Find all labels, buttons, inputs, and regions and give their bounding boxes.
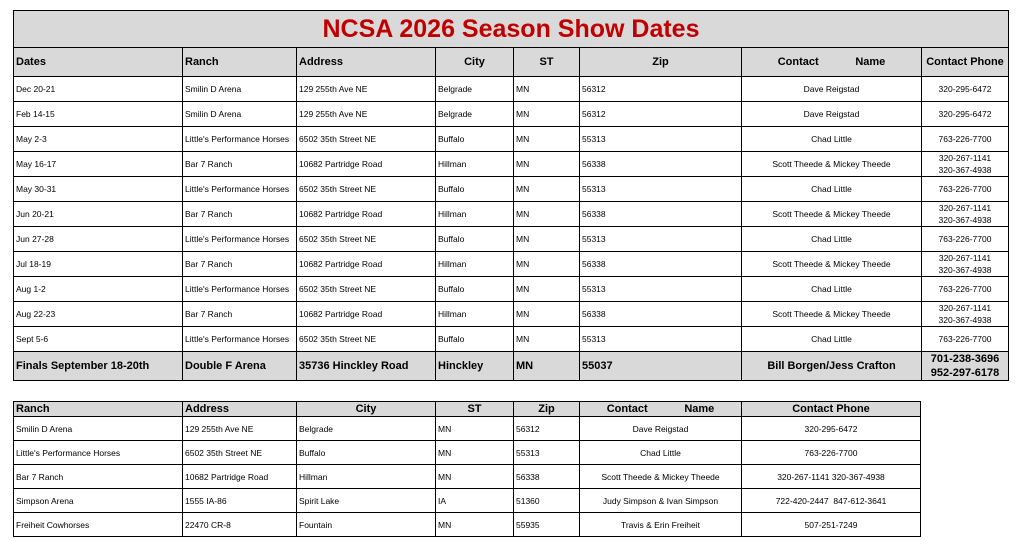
cell-address: 6502 35th Street NE <box>297 277 436 302</box>
cell-city: Buffalo <box>436 227 514 252</box>
phone-secondary: 952-297-6178 <box>930 367 1000 379</box>
col-header-zip: Zip <box>514 402 580 417</box>
col-header-dates: Dates <box>14 48 183 77</box>
cell-contact: Scott Theede & Mickey Theede <box>742 302 922 327</box>
cell-phone: 320-267-1141 320-367-4938 <box>742 465 921 489</box>
cell-dates: Jul 18-19 <box>14 252 183 277</box>
cell-st: MN <box>514 302 580 327</box>
cell-ranch: Little's Performance Horses <box>183 177 297 202</box>
phone-primary: 320-267-1141 <box>938 253 992 263</box>
cell-contact: Chad Little <box>742 177 922 202</box>
phone-primary: 701-238-3696 <box>930 353 1000 365</box>
phone-primary: 763-226-7700 <box>938 134 992 144</box>
phone-primary: 763-226-7700 <box>938 234 992 244</box>
cell-phone <box>922 77 1009 102</box>
cell-st: MN <box>514 177 580 202</box>
cell-dates: Aug 22-23 <box>14 302 183 327</box>
cell-st: MN <box>514 127 580 152</box>
table-row <box>14 277 1009 302</box>
cell-city: Hinckley <box>436 352 514 381</box>
cell-phone <box>922 177 1009 202</box>
cell-dates: Sept 5-6 <box>14 327 183 352</box>
ranch-directory-table <box>13 401 921 537</box>
cell-phone <box>922 252 1009 277</box>
cell-st: MN <box>436 441 514 465</box>
cell-st: MN <box>514 202 580 227</box>
cell-st: MN <box>514 277 580 302</box>
cell-dates: May 2-3 <box>14 127 183 152</box>
cell-address: 10682 Partridge Road <box>297 202 436 227</box>
col-header-st: ST <box>514 48 580 77</box>
cell-zip: 56312 <box>580 102 742 127</box>
phone-secondary: 320-367-4938 <box>938 165 992 175</box>
directory-header-row <box>14 402 921 417</box>
cell-address: 6502 35th Street NE <box>297 227 436 252</box>
cell-address: 129 255th Ave NE <box>183 417 297 441</box>
cell-contact: Chad Little <box>742 127 922 152</box>
cell-ranch: Smilin D Arena <box>14 417 183 441</box>
cell-contact: Chad Little <box>742 327 922 352</box>
cell-st: MN <box>436 417 514 441</box>
cell-phone <box>922 352 1009 381</box>
cell-city: Belgrade <box>436 102 514 127</box>
cell-zip: 56338 <box>580 302 742 327</box>
cell-contact: Chad Little <box>742 277 922 302</box>
col-header-ranch: Ranch <box>14 402 183 417</box>
table-row <box>14 252 1009 277</box>
cell-contact: Judy Simpson & Ivan Simpson <box>580 489 742 513</box>
cell-st: MN <box>514 352 580 381</box>
phone-secondary: 320-367-4938 <box>938 215 992 225</box>
cell-zip: 55313 <box>514 441 580 465</box>
cell-contact: Chad Little <box>742 227 922 252</box>
cell-zip: 51360 <box>514 489 580 513</box>
cell-ranch: Little's Performance Horses <box>14 441 183 465</box>
table-row <box>14 102 1009 127</box>
cell-contact: Dave Reigstad <box>742 102 922 127</box>
cell-zip: 56312 <box>514 417 580 441</box>
phone-primary: 320-295-6472 <box>938 84 992 94</box>
cell-address: 1555 IA-86 <box>183 489 297 513</box>
cell-ranch: Little's Performance Horses <box>183 277 297 302</box>
cell-zip: 55313 <box>580 277 742 302</box>
phone-primary: 320-295-6472 <box>938 109 992 119</box>
cell-zip: 55935 <box>514 513 580 537</box>
phone-primary: 763-226-7700 <box>938 284 992 294</box>
cell-zip: 55313 <box>580 127 742 152</box>
cell-dates: Finals September 18-20th <box>14 352 183 381</box>
cell-contact: Dave Reigstad <box>580 417 742 441</box>
page-title: NCSA 2026 Season Show Dates <box>14 11 1009 48</box>
table-row <box>14 465 921 489</box>
cell-zip: 56338 <box>580 152 742 177</box>
col-header-zip: Zip <box>580 48 742 77</box>
phone-secondary: 320-367-4938 <box>938 265 992 275</box>
cell-phone: 763-226-7700 <box>742 441 921 465</box>
table-row <box>14 327 1009 352</box>
col-header-city: City <box>297 402 436 417</box>
phone-primary: 763-226-7700 <box>938 184 992 194</box>
cell-st: MN <box>514 102 580 127</box>
cell-dates: Jun 27-28 <box>14 227 183 252</box>
table-row <box>14 441 921 465</box>
finals-row <box>14 352 1009 381</box>
cell-ranch: Bar 7 Ranch <box>14 465 183 489</box>
phone-primary: 763-226-7700 <box>938 334 992 344</box>
cell-zip: 55037 <box>580 352 742 381</box>
cell-dates: Feb 14-15 <box>14 102 183 127</box>
cell-address: 6502 35th Street NE <box>297 327 436 352</box>
table-row <box>14 77 1009 102</box>
col-header-st: ST <box>436 402 514 417</box>
cell-ranch: Smilin D Arena <box>183 102 297 127</box>
table-row <box>14 177 1009 202</box>
cell-address: 22470 CR-8 <box>183 513 297 537</box>
cell-st: MN <box>514 327 580 352</box>
cell-contact: Scott Theede & Mickey Theede <box>580 465 742 489</box>
cell-city: Fountain <box>297 513 436 537</box>
cell-ranch: Double F Arena <box>183 352 297 381</box>
cell-city: Buffalo <box>436 277 514 302</box>
cell-zip: 56338 <box>514 465 580 489</box>
table-row <box>14 152 1009 177</box>
schedule-header-row <box>14 48 1009 77</box>
cell-city: Hillman <box>436 202 514 227</box>
cell-address: 35736 Hinckley Road <box>297 352 436 381</box>
cell-ranch: Little's Performance Horses <box>183 227 297 252</box>
cell-ranch: Bar 7 Ranch <box>183 252 297 277</box>
cell-dates: May 16-17 <box>14 152 183 177</box>
cell-city: Hillman <box>436 152 514 177</box>
cell-ranch: Simpson Arena <box>14 489 183 513</box>
cell-address: 129 255th Ave NE <box>297 77 436 102</box>
cell-st: MN <box>514 252 580 277</box>
col-header-phone: Contact Phone <box>742 402 921 417</box>
cell-address: 6502 35th Street NE <box>297 177 436 202</box>
cell-zip: 56338 <box>580 252 742 277</box>
cell-address: 6502 35th Street NE <box>297 127 436 152</box>
cell-phone <box>922 277 1009 302</box>
cell-ranch: Bar 7 Ranch <box>183 302 297 327</box>
cell-ranch: Little's Performance Horses <box>183 127 297 152</box>
cell-zip: 55313 <box>580 327 742 352</box>
cell-ranch: Little's Performance Horses <box>183 327 297 352</box>
cell-zip: 55313 <box>580 227 742 252</box>
cell-city: Buffalo <box>436 177 514 202</box>
cell-city: Spirit Lake <box>297 489 436 513</box>
table-row <box>14 302 1009 327</box>
cell-city: Hillman <box>436 302 514 327</box>
col-header-contact: Contact Name <box>742 48 922 77</box>
cell-st: MN <box>436 465 514 489</box>
cell-ranch: Freiheit Cowhorses <box>14 513 183 537</box>
col-header-city: City <box>436 48 514 77</box>
cell-phone: 722-420-2447 847-612-3641 <box>742 489 921 513</box>
cell-st: MN <box>514 77 580 102</box>
schedule-table <box>13 10 1009 381</box>
cell-city: Belgrade <box>297 417 436 441</box>
phone-primary: 320-267-1141 <box>938 203 992 213</box>
cell-contact: Scott Theede & Mickey Theede <box>742 152 922 177</box>
cell-address: 10682 Partridge Road <box>297 252 436 277</box>
col-header-ranch: Ranch <box>183 48 297 77</box>
cell-zip: 56338 <box>580 202 742 227</box>
cell-zip: 56312 <box>580 77 742 102</box>
table-row <box>14 417 921 441</box>
cell-phone <box>922 127 1009 152</box>
cell-phone <box>922 327 1009 352</box>
col-header-contact: Contact Name <box>580 402 742 417</box>
cell-phone <box>922 102 1009 127</box>
cell-dates: Jun 20-21 <box>14 202 183 227</box>
cell-phone <box>922 302 1009 327</box>
cell-city: Hillman <box>436 252 514 277</box>
cell-phone <box>922 227 1009 252</box>
phone-primary: 320-267-1141 <box>938 303 992 313</box>
cell-address: 10682 Partridge Road <box>297 152 436 177</box>
cell-city: Buffalo <box>436 127 514 152</box>
cell-ranch: Smilin D Arena <box>183 77 297 102</box>
cell-city: Buffalo <box>436 327 514 352</box>
cell-city: Belgrade <box>436 77 514 102</box>
cell-phone: 320-295-6472 <box>742 417 921 441</box>
cell-contact: Travis & Erin Freiheit <box>580 513 742 537</box>
cell-st: MN <box>436 513 514 537</box>
cell-st: MN <box>514 227 580 252</box>
cell-dates: Aug 1-2 <box>14 277 183 302</box>
cell-address: 6502 35th Street NE <box>183 441 297 465</box>
cell-phone <box>922 202 1009 227</box>
phone-secondary: 320-367-4938 <box>938 315 992 325</box>
cell-city: Buffalo <box>297 441 436 465</box>
cell-ranch: Bar 7 Ranch <box>183 202 297 227</box>
cell-contact: Scott Theede & Mickey Theede <box>742 252 922 277</box>
table-row <box>14 489 921 513</box>
cell-contact: Scott Theede & Mickey Theede <box>742 202 922 227</box>
cell-phone: 507-251-7249 <box>742 513 921 537</box>
cell-contact: Dave Reigstad <box>742 77 922 102</box>
table-row <box>14 202 1009 227</box>
cell-dates: Dec 20-21 <box>14 77 183 102</box>
phone-primary: 320-267-1141 <box>938 153 992 163</box>
cell-contact: Chad Little <box>580 441 742 465</box>
cell-address: 10682 Partridge Road <box>297 302 436 327</box>
cell-st: IA <box>436 489 514 513</box>
col-header-address: Address <box>183 402 297 417</box>
cell-city: Hillman <box>297 465 436 489</box>
cell-contact: Bill Borgen/Jess Crafton <box>742 352 922 381</box>
table-row <box>14 227 1009 252</box>
cell-ranch: Bar 7 Ranch <box>183 152 297 177</box>
cell-st: MN <box>514 152 580 177</box>
cell-address: 10682 Partridge Road <box>183 465 297 489</box>
cell-address: 129 255th Ave NE <box>297 102 436 127</box>
table-row <box>14 513 921 537</box>
table-row <box>14 127 1009 152</box>
col-header-phone: Contact Phone <box>922 48 1009 77</box>
cell-zip: 55313 <box>580 177 742 202</box>
cell-dates: May 30-31 <box>14 177 183 202</box>
col-header-address: Address <box>297 48 436 77</box>
cell-phone <box>922 152 1009 177</box>
